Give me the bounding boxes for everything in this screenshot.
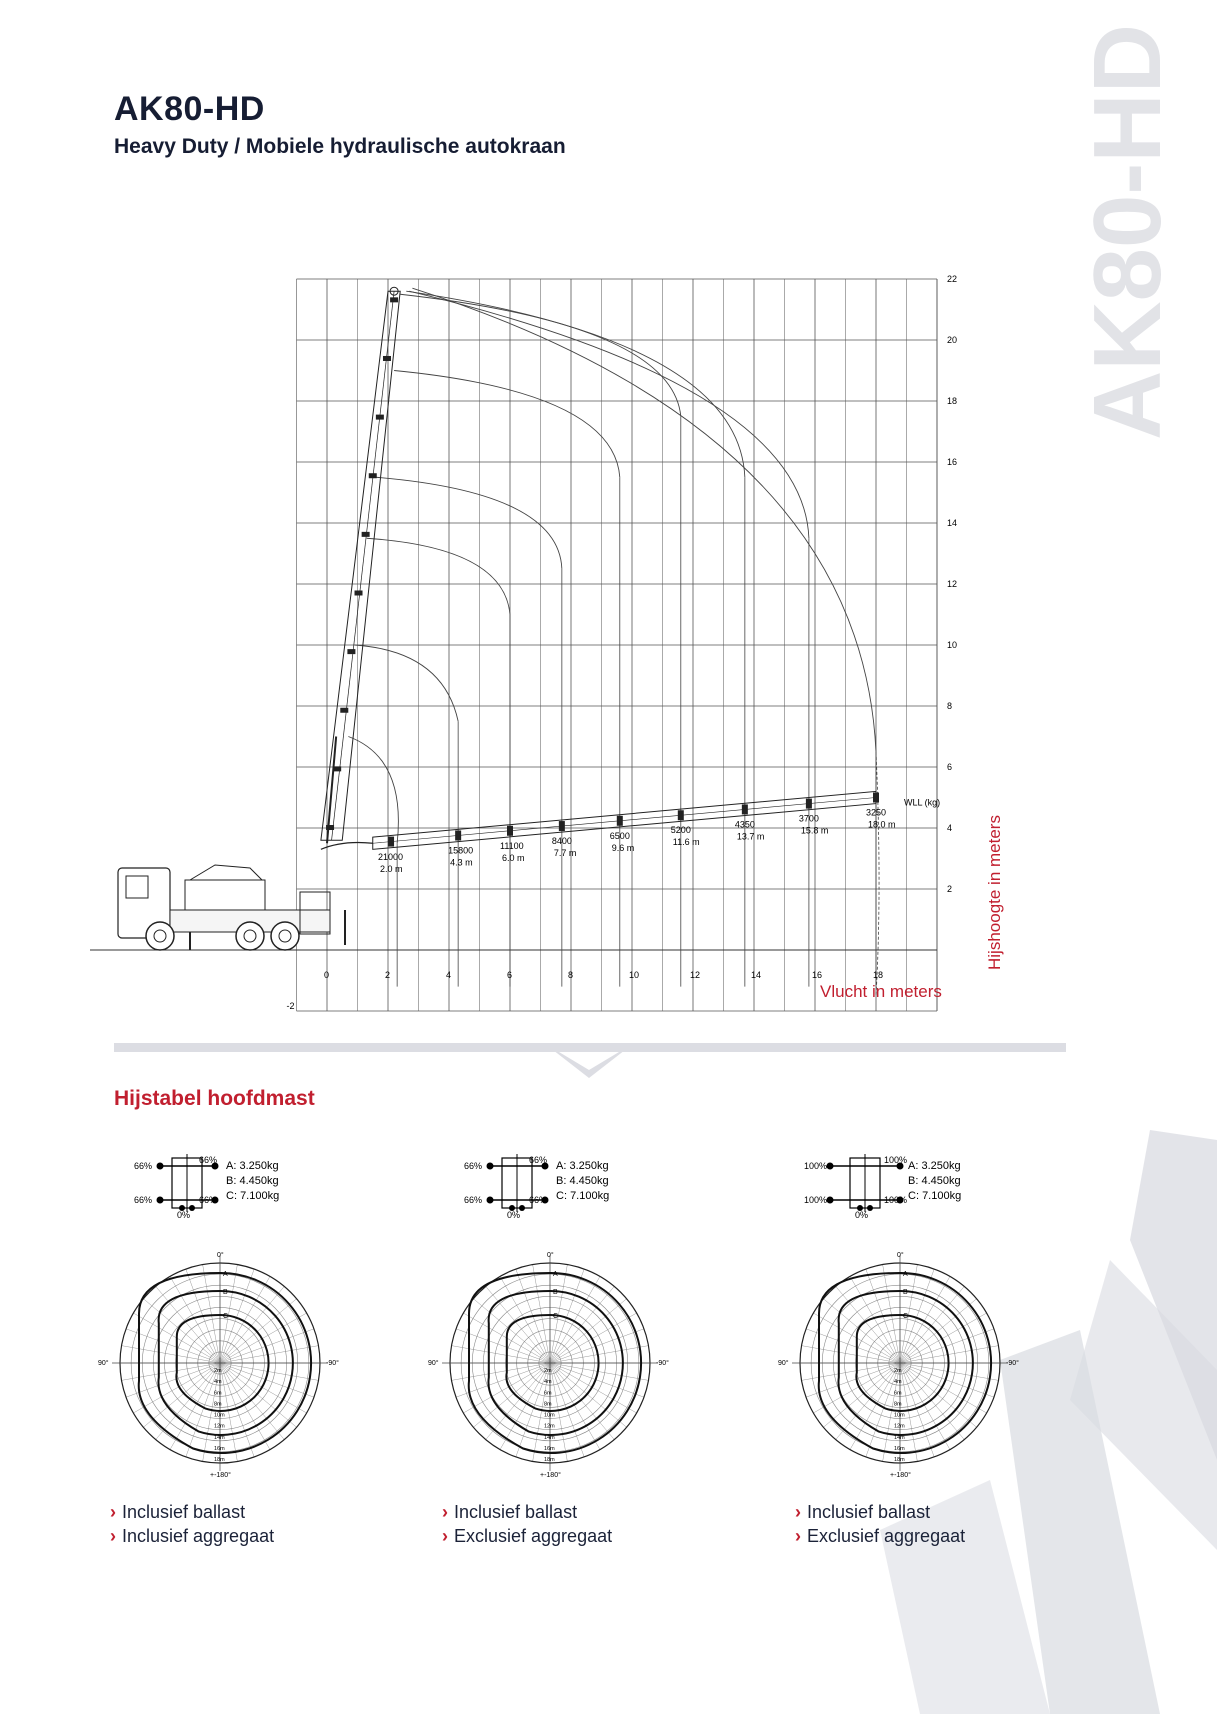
x-tick-label: 8 bbox=[568, 970, 574, 980]
radius-label: 18m bbox=[894, 1457, 905, 1463]
svg-text:C: 7.100kg: C: 7.100kg bbox=[556, 1190, 610, 1202]
polar-label-top: 0° bbox=[897, 1252, 904, 1259]
load-kg: 3250 bbox=[866, 807, 887, 818]
y-tick-label: 22 bbox=[947, 274, 958, 284]
polar-label-left: 90° bbox=[428, 1360, 439, 1367]
note-item: › Inclusief ballast bbox=[795, 1502, 931, 1522]
radius-label: 14m bbox=[214, 1434, 225, 1441]
ring-label: C bbox=[903, 1313, 909, 1320]
config-1 bbox=[120, 1150, 350, 1220]
polar-label-bottom: +-180° bbox=[540, 1472, 561, 1479]
chart-grid bbox=[90, 279, 937, 1011]
load-reach: 9.6 m bbox=[611, 842, 635, 853]
radius-label: 2m bbox=[894, 1368, 902, 1375]
outrigger-left-bottom-1: 66% bbox=[134, 1195, 153, 1205]
x-tick-label: 16 bbox=[812, 970, 823, 980]
svg-text:B: 4.450kg: B: 4.450kg bbox=[556, 1175, 609, 1187]
side-wordmark bbox=[1038, 23, 1181, 450]
load-reach: 13.7 m bbox=[736, 831, 765, 842]
load-labels bbox=[378, 798, 940, 874]
svg-text:A: 3.250kg: A: 3.250kg bbox=[226, 1160, 279, 1172]
outrigger-left-1: 66% bbox=[134, 1161, 153, 1171]
x-axis-label: Vlucht in meters bbox=[820, 982, 942, 1001]
radius-label: 2m bbox=[544, 1368, 552, 1375]
y-tick-label: 8 bbox=[947, 701, 953, 711]
outrigger-diagram-1 bbox=[120, 1150, 350, 1220]
lift-arc bbox=[348, 737, 398, 844]
polar-label-left: 90° bbox=[778, 1360, 789, 1367]
radius-label: 8m bbox=[894, 1401, 902, 1408]
svg-text:A: 3.250kg: A: 3.250kg bbox=[908, 1160, 961, 1172]
note-item: › Exclusief aggregaat bbox=[442, 1526, 613, 1546]
polar-label-right: -90° bbox=[656, 1360, 669, 1367]
ring-label: C bbox=[553, 1313, 559, 1320]
radius-label: 6m bbox=[214, 1390, 222, 1397]
polar-label-top: 0° bbox=[217, 1252, 224, 1259]
x-tick-label: 2 bbox=[385, 970, 391, 980]
radius-label: 16m bbox=[544, 1445, 555, 1452]
x-tick-label: 4 bbox=[446, 970, 452, 980]
section-title: Hijstabel hoofdmast bbox=[114, 1087, 315, 1110]
polar-diagram-1 bbox=[90, 1235, 350, 1495]
load-kg: 5200 bbox=[670, 825, 691, 836]
svg-text:C: 7.100kg: C: 7.100kg bbox=[908, 1190, 962, 1202]
note-item: › Inclusief ballast bbox=[442, 1502, 578, 1522]
load-kg: 21000 bbox=[378, 851, 404, 862]
radius-label: 4m bbox=[544, 1379, 552, 1386]
ring-label: A bbox=[903, 1271, 908, 1278]
radius-label: 6m bbox=[544, 1390, 552, 1397]
y-tick-label: 10 bbox=[947, 640, 958, 650]
y-tick-label: 16 bbox=[947, 457, 958, 467]
load-reach: 6.0 m bbox=[502, 852, 525, 863]
svg-text:C: 7.100kg: C: 7.100kg bbox=[226, 1190, 280, 1202]
polar-label-bottom: +-180° bbox=[890, 1472, 911, 1479]
radius-label: 18m bbox=[214, 1457, 225, 1463]
y-tick-label: 12 bbox=[947, 579, 958, 589]
outrigger-left-3: 100% bbox=[804, 1161, 828, 1171]
radius-label: 8m bbox=[544, 1401, 552, 1408]
load-chart bbox=[0, 190, 1004, 1020]
polar-diagram-2 bbox=[420, 1235, 680, 1495]
ring-label: B bbox=[553, 1289, 558, 1296]
outrigger-right-2: 66% bbox=[529, 1155, 548, 1165]
ring-label: B bbox=[223, 1289, 228, 1296]
y-axis-label: Hijshoogte in meters bbox=[985, 815, 1004, 970]
note-item: › Inclusief ballast bbox=[110, 1502, 246, 1522]
load-reach: 11.6 m bbox=[672, 837, 700, 848]
radius-label: 4m bbox=[894, 1379, 902, 1386]
radius-label: 2m bbox=[214, 1368, 222, 1375]
polar-diagram-3 bbox=[770, 1235, 1030, 1495]
radius-label: 10m bbox=[894, 1412, 905, 1419]
radius-label: 16m bbox=[214, 1445, 225, 1452]
side-wordmark-text: AK80-HD bbox=[1074, 23, 1181, 440]
y-tick-label: 6 bbox=[947, 762, 953, 772]
load-kg: 15800 bbox=[448, 845, 474, 856]
outrigger-right-bottom-3: 100% bbox=[884, 1195, 908, 1205]
notes-2 bbox=[442, 1500, 612, 1548]
svg-text:B: 4.450kg: B: 4.450kg bbox=[226, 1175, 279, 1187]
svg-text:B: 4.450kg: B: 4.450kg bbox=[908, 1175, 961, 1187]
radius-label: 12m bbox=[894, 1423, 905, 1430]
y-tick-label: 20 bbox=[947, 335, 958, 345]
x-tick-label: 0 bbox=[324, 970, 330, 980]
svg-text:A: 3.250kg: A: 3.250kg bbox=[556, 1160, 609, 1172]
x-tick-label: 6 bbox=[507, 970, 513, 980]
load-kg: 8400 bbox=[551, 836, 572, 847]
lift-arc bbox=[409, 291, 809, 538]
load-reach: 18.0 m bbox=[868, 819, 896, 830]
x-tick-label: 18 bbox=[873, 970, 884, 980]
config-2 bbox=[450, 1150, 680, 1220]
radius-label: 10m bbox=[214, 1412, 225, 1419]
page-subtitle: Heavy Duty / Mobiele hydraulische autokraan bbox=[114, 135, 566, 158]
outrigger-right-bottom-2: 66% bbox=[529, 1195, 548, 1205]
radius-label: 14m bbox=[544, 1434, 555, 1441]
note-item: › Exclusief aggregaat bbox=[795, 1526, 966, 1546]
radius-label: 6m bbox=[894, 1390, 902, 1397]
radius-label: 8m bbox=[214, 1401, 222, 1408]
outrigger-center-2: 0% bbox=[507, 1210, 521, 1220]
y-tick-label: 14 bbox=[947, 518, 958, 528]
notes-1 bbox=[110, 1500, 274, 1548]
load-reach: 4.3 m bbox=[450, 857, 473, 868]
load-reach: 7.7 m bbox=[553, 848, 577, 859]
lift-arcs bbox=[348, 288, 879, 996]
config-3 bbox=[800, 1150, 1030, 1220]
radius-label: 12m bbox=[544, 1423, 555, 1430]
outrigger-center-1: 0% bbox=[177, 1210, 191, 1220]
radius-label: 16m bbox=[894, 1445, 905, 1452]
lift-arc bbox=[354, 645, 458, 721]
page-title: AK80-HD bbox=[114, 90, 265, 128]
load-kg: 6500 bbox=[609, 830, 630, 841]
y-tick-label: 4 bbox=[947, 823, 953, 833]
outrigger-diagram-3 bbox=[800, 1150, 1030, 1220]
outrigger-center-3: 0% bbox=[855, 1210, 869, 1220]
radius-label: 14m bbox=[894, 1434, 905, 1441]
outrigger-left-2: 66% bbox=[464, 1161, 483, 1171]
truck-illustration bbox=[118, 865, 345, 950]
polar-label-bottom: +-180° bbox=[210, 1472, 231, 1479]
load-kg: 3700 bbox=[798, 813, 819, 824]
load-kg: 11100 bbox=[500, 840, 524, 851]
polar-label-right: -90° bbox=[326, 1360, 339, 1367]
ring-label: A bbox=[553, 1271, 558, 1278]
outrigger-right-bottom-1: 66% bbox=[199, 1195, 218, 1205]
lift-arc bbox=[394, 371, 620, 478]
load-reach: 2.0 m bbox=[380, 863, 403, 874]
x-tick-label: 10 bbox=[629, 970, 640, 980]
radius-label: 12m bbox=[214, 1423, 225, 1430]
outrigger-left-bottom-2: 66% bbox=[464, 1195, 483, 1205]
x-tick-label: 14 bbox=[751, 970, 762, 980]
outrigger-diagram-2 bbox=[450, 1150, 680, 1220]
y-tick-label: 18 bbox=[947, 396, 958, 406]
load-kg: 4350 bbox=[734, 819, 755, 830]
wll-header: WLL (kg) bbox=[904, 797, 941, 808]
polar-label-left: 90° bbox=[98, 1360, 109, 1367]
notes-3 bbox=[795, 1500, 965, 1548]
x-tick-label: 12 bbox=[690, 970, 701, 980]
polar-label-top: 0° bbox=[547, 1252, 554, 1259]
outrigger-right-3: 100% bbox=[884, 1155, 908, 1165]
radius-label: 4m bbox=[214, 1379, 222, 1386]
y-tick-label: 2 bbox=[947, 884, 953, 894]
outrigger-right-1: 66% bbox=[199, 1155, 218, 1165]
radius-label: 10m bbox=[544, 1412, 555, 1419]
note-item: › Inclusief aggregaat bbox=[110, 1526, 275, 1546]
load-reach: 15.8 m bbox=[800, 825, 829, 836]
ring-label: B bbox=[903, 1289, 908, 1296]
ring-label: C bbox=[223, 1313, 229, 1320]
radius-label: 18m bbox=[544, 1457, 555, 1463]
boom-horizontal bbox=[321, 791, 879, 849]
outrigger-left-bottom-3: 100% bbox=[804, 1195, 828, 1205]
section-divider bbox=[114, 1040, 1066, 1080]
ring-label: A bbox=[223, 1271, 228, 1278]
polar-label-right: -90° bbox=[1006, 1360, 1019, 1367]
lift-arc bbox=[406, 291, 745, 477]
y-tick-label: -2 bbox=[286, 1001, 295, 1011]
